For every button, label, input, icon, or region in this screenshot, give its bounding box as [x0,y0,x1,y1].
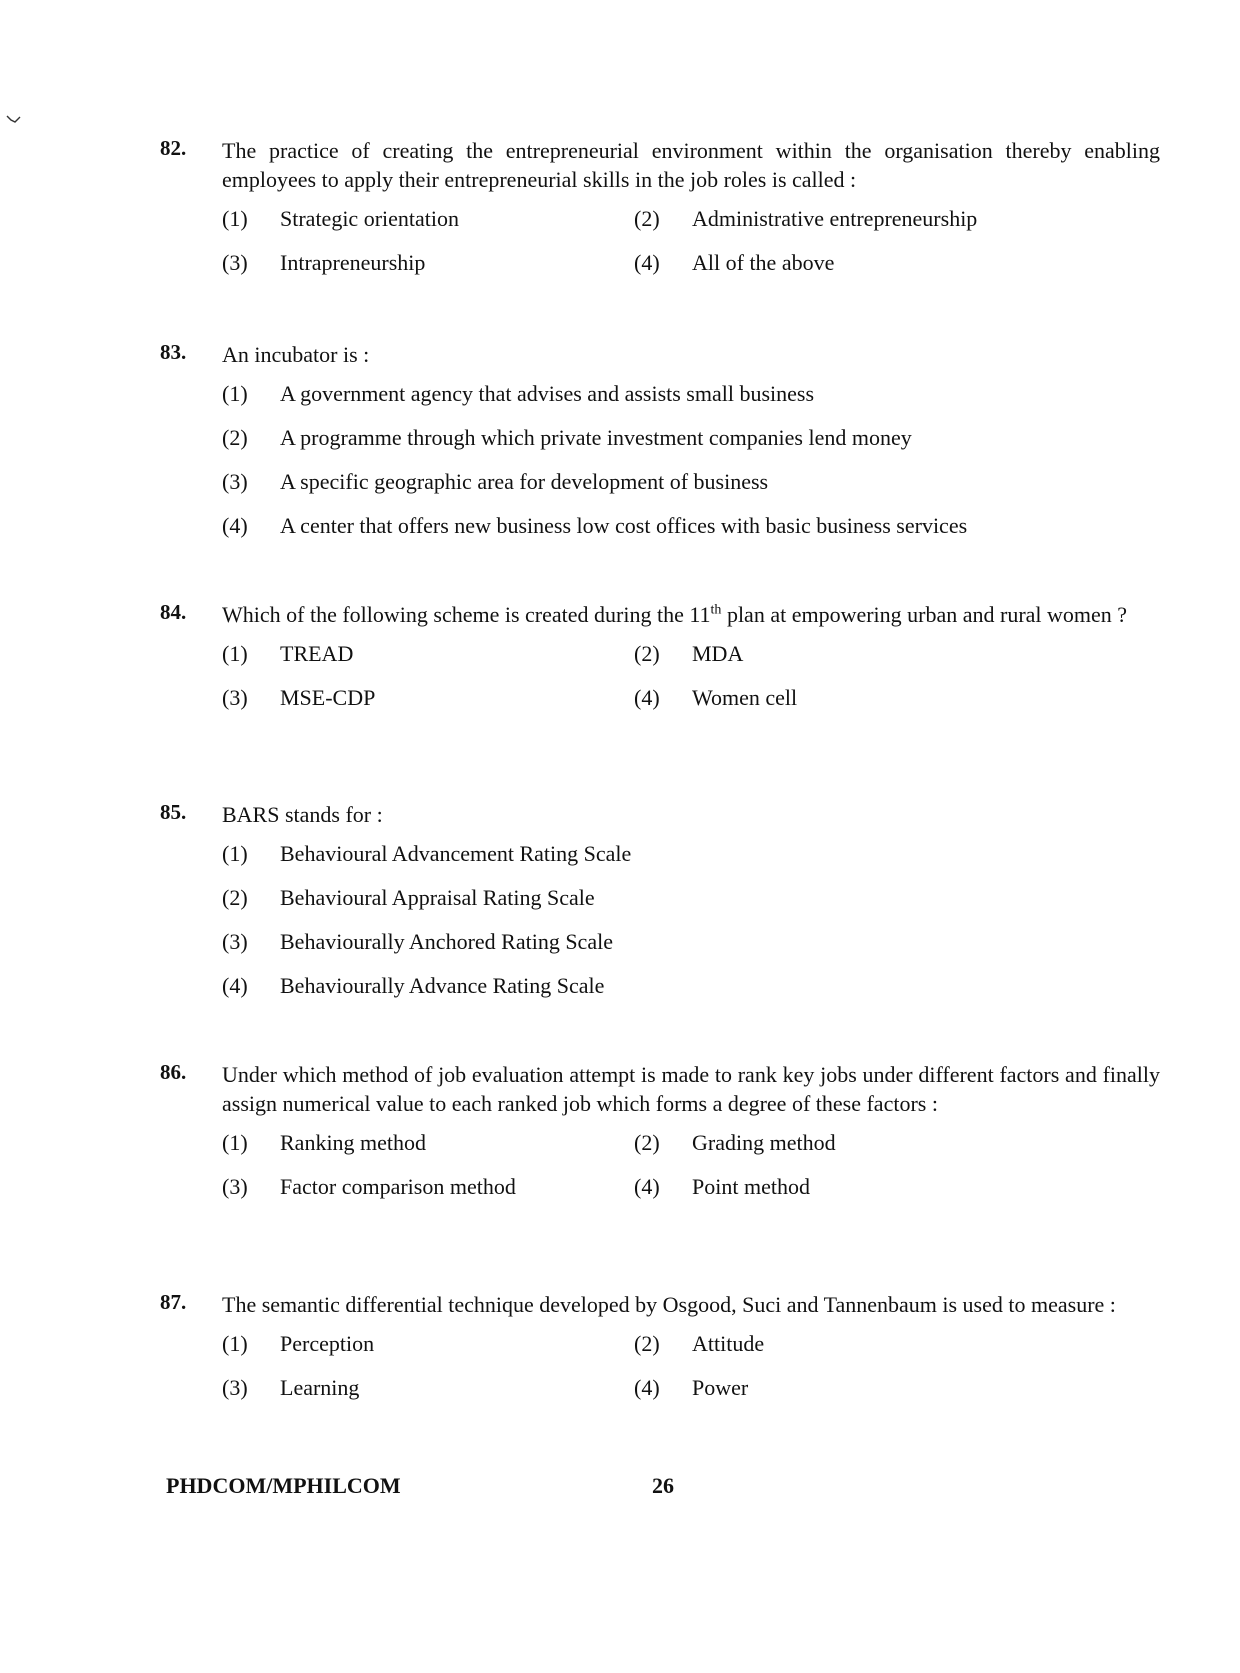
option-3: (3) Factor comparison method [222,1174,516,1199]
option-2: (2) Administrative entrepreneurship [634,206,978,231]
question-text: BARS stands for : [222,802,383,827]
option-2: (2) Grading method [634,1130,836,1155]
option-3: (3) Intrapreneurship [222,250,426,275]
question-number: 86. [160,1060,187,1084]
scan-mark-icon [6,114,22,124]
question-number: 85. [160,800,187,824]
question-number: 82. [160,136,187,160]
page-number: 26 [652,1473,674,1498]
options [222,1331,1160,1419]
option-3: (3) MSE-CDP [222,685,376,710]
option-1: (1) Behavioural Advancement Rating Scale [222,841,632,866]
option-2: (2) MDA [634,641,744,666]
options [222,641,1160,729]
option-2: (2) Attitude [634,1331,765,1356]
question-text: Which of the following scheme is created during the 11th plan at empowering urban and rural women ? [222,602,1128,627]
question-text: The practice of creating the entrepreneurial environment within the organisation thereby enabling employees to apply their entrepreneurial skills in the job roles is called : [222,138,1160,192]
question-number: 87. [160,1290,187,1314]
option-1: (1) TREAD [222,641,354,666]
question-text: Under which method of job evaluation attempt is made to rank key jobs under different factors and finally assign numerical value to each ranked job which forms a degree of these factors : [222,1062,1160,1116]
options [222,841,1160,1017]
question-83 [160,340,1160,557]
paper-code: PHDCOM/MPHILCOM [166,1473,401,1498]
question-text: An incubator is : [222,342,370,367]
options [222,381,1160,557]
question-87 [160,1290,1160,1419]
option-2: (2) Behavioural Appraisal Rating Scale [222,885,595,910]
option-4: (4) Behaviourally Advance Rating Scale [222,973,605,998]
option-1: (1) Perception [222,1331,375,1356]
question-85 [160,800,1160,1017]
option-3: (3) Behaviourally Anchored Rating Scale [222,929,613,954]
question-82 [160,136,1160,294]
option-4: (4) A center that offers new business low cost offices with basic business services [222,513,968,538]
option-2: (2) A programme through which private investment companies lend money [222,425,912,450]
question-number: 84. [160,600,187,624]
option-1: (1) Strategic orientation [222,206,459,231]
option-4: (4) Point method [634,1174,810,1199]
option-4: (4) Women cell [634,685,798,710]
question-number: 83. [160,340,187,364]
option-3: (3) Learning [222,1375,360,1400]
options [222,206,1160,294]
option-1: (1) Ranking method [222,1130,427,1155]
question-text: The semantic differential technique developed by Osgood, Suci and Tannenbaum is used to measure : [222,1292,1116,1317]
option-4: (4) All of the above [634,250,835,275]
question-86 [160,1060,1160,1218]
option-3: (3) A specific geographic area for development of business [222,469,769,494]
question-84 [160,600,1160,729]
option-4: (4) Power [634,1375,749,1400]
options [222,1130,1160,1218]
option-1: (1) A government agency that advises and assists small business [222,381,815,406]
